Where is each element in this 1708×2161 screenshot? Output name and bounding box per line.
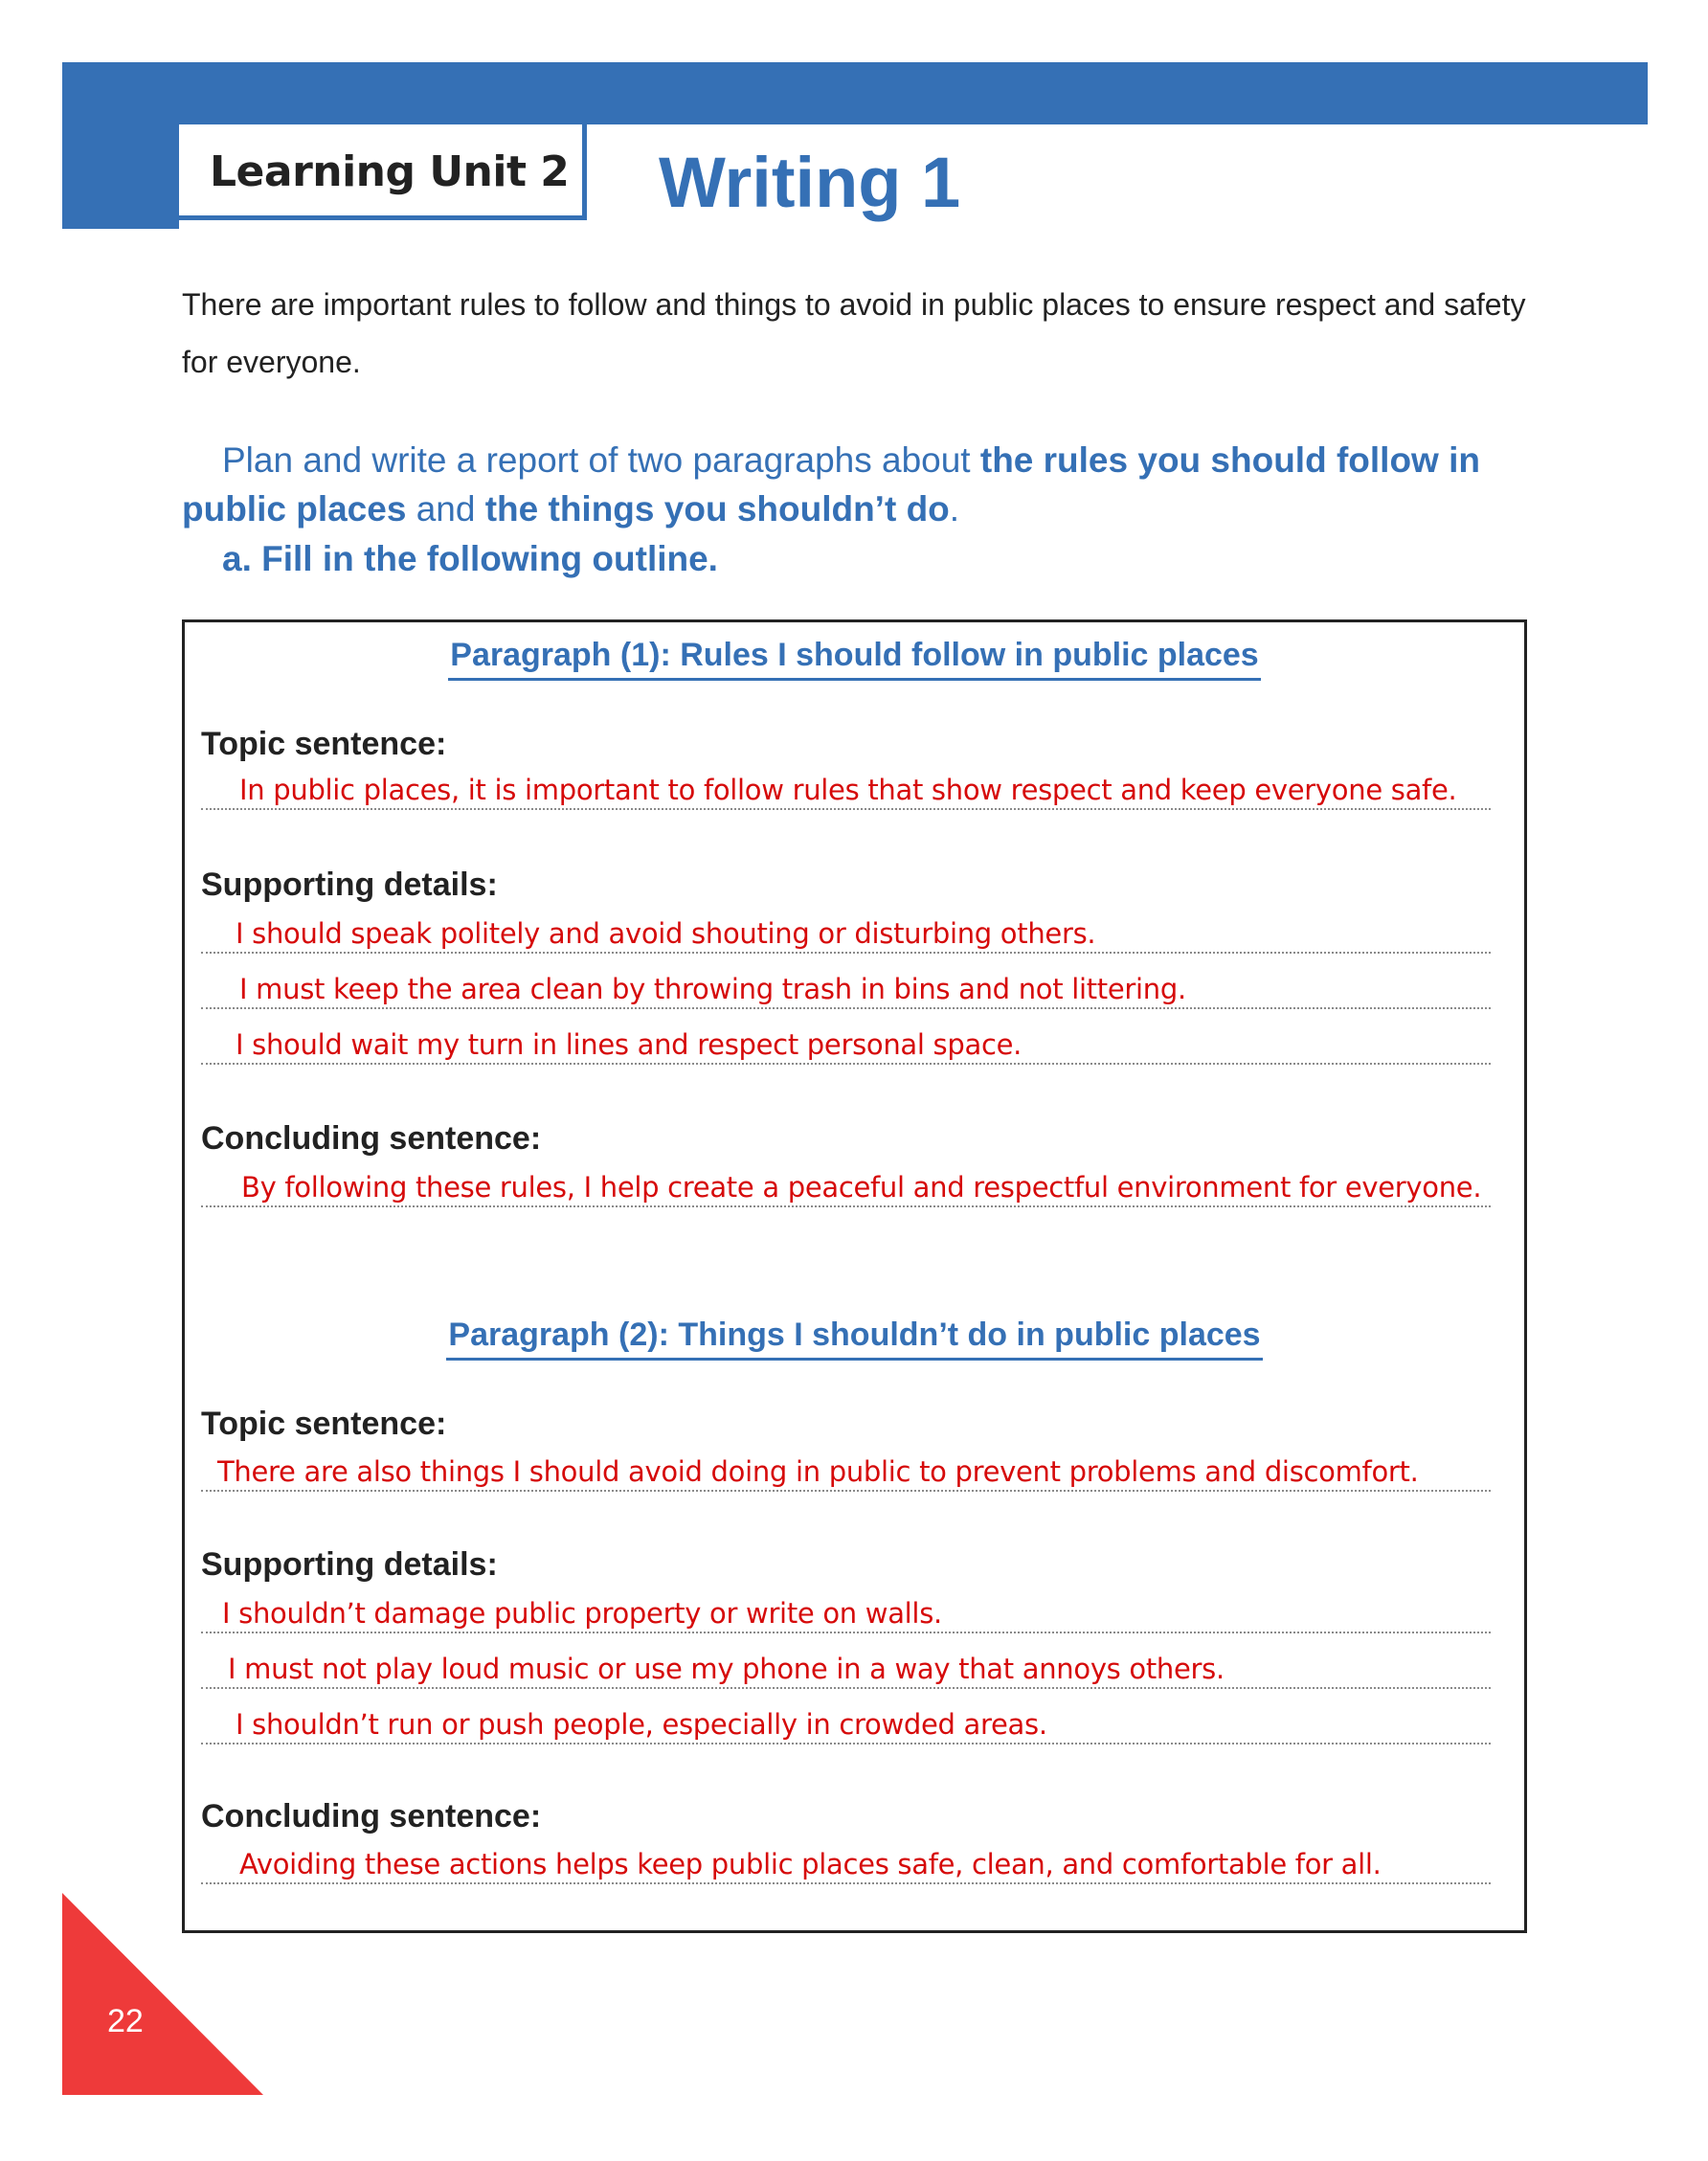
task-text-2: and (406, 489, 485, 529)
task-text-3: . (949, 489, 960, 529)
task-sub-instruction: a. Fill in the following outline. (222, 539, 718, 578)
header-band (62, 62, 1648, 124)
page-number: 22 (107, 2003, 144, 2039)
paragraph1-detail-line-3[interactable] (201, 1021, 1491, 1065)
paragraph2-detail-1: I shouldn’t damage public property or write on walls. (222, 1597, 942, 1630)
task-text-1: Plan and write a report of two paragraphs about (222, 440, 980, 480)
paragraph1-supporting-label: Supporting details: (201, 867, 498, 903)
paragraph1-detail-1: I should speak politely and avoid shouting or disturbing others. (236, 917, 1096, 950)
paragraph2-detail-3: I shouldn’t run or push people, especially in crowded areas. (236, 1708, 1047, 1741)
paragraph1-concluding-answer: By following these rules, I help create a peaceful and respectful environment for everyone. (241, 1171, 1482, 1204)
intro-text: There are important rules to follow and things to avoid in public places to ensure respect and safety for everyone. (182, 287, 1526, 379)
header-side-band (62, 62, 179, 229)
paragraph2-topic-label: Topic sentence: (201, 1406, 447, 1442)
paragraph1-heading-row (185, 637, 1524, 681)
paragraph2-topic-line[interactable] (201, 1448, 1491, 1492)
paragraph1-topic-label: Topic sentence: (201, 726, 447, 762)
unit-label-box (179, 124, 587, 220)
unit-label: Learning Unit 2 (210, 147, 570, 196)
paragraph2-detail-line-2[interactable] (201, 1645, 1491, 1689)
task-instruction (182, 436, 1551, 533)
paragraph1-detail-3: I should wait my turn in lines and respect personal space. (236, 1028, 1023, 1061)
paragraph2-concluding-answer: Avoiding these actions helps keep public places safe, clean, and comfortable for all. (239, 1848, 1382, 1880)
paragraph2-topic-answer: There are also things I should avoid doing in public to prevent problems and discomfort. (217, 1455, 1419, 1488)
task-emphasis-1: the rules you should follow in public places (182, 440, 1480, 529)
task-emphasis-2: the things you shouldn’t do (484, 489, 950, 529)
paragraph2-supporting-label: Supporting details: (201, 1546, 498, 1583)
paragraph1-heading: Paragraph (1): Rules I should follow in public places (448, 637, 1260, 681)
paragraph1-detail-2: I must keep the area clean by throwing trash in bins and not littering. (239, 973, 1186, 1005)
paragraph2-heading-row (185, 1317, 1524, 1361)
paragraph1-concluding-line[interactable] (201, 1163, 1491, 1207)
paragraph1-concluding-label: Concluding sentence: (201, 1120, 542, 1157)
corner-triangle (62, 1893, 263, 2095)
page-title: Writing 1 (659, 143, 961, 222)
paragraph2-detail-line-1[interactable] (201, 1589, 1491, 1633)
paragraph2-concluding-label: Concluding sentence: (201, 1798, 542, 1835)
paragraph1-topic-answer: In public places, it is important to follow rules that show respect and keep everyone safe. (239, 774, 1457, 806)
paragraph2-heading: Paragraph (2): Things I shouldn’t do in public places (446, 1317, 1262, 1361)
paragraph2-detail-line-3[interactable] (201, 1700, 1491, 1745)
paragraph1-topic-line[interactable] (201, 766, 1491, 810)
paragraph1-detail-line-2[interactable] (201, 965, 1491, 1009)
paragraph2-concluding-line[interactable] (201, 1840, 1491, 1884)
paragraph2-detail-2: I must not play loud music or use my phone in a way that annoys others. (228, 1653, 1225, 1685)
paragraph1-detail-line-1[interactable] (201, 910, 1491, 954)
outline-box (182, 619, 1527, 1933)
